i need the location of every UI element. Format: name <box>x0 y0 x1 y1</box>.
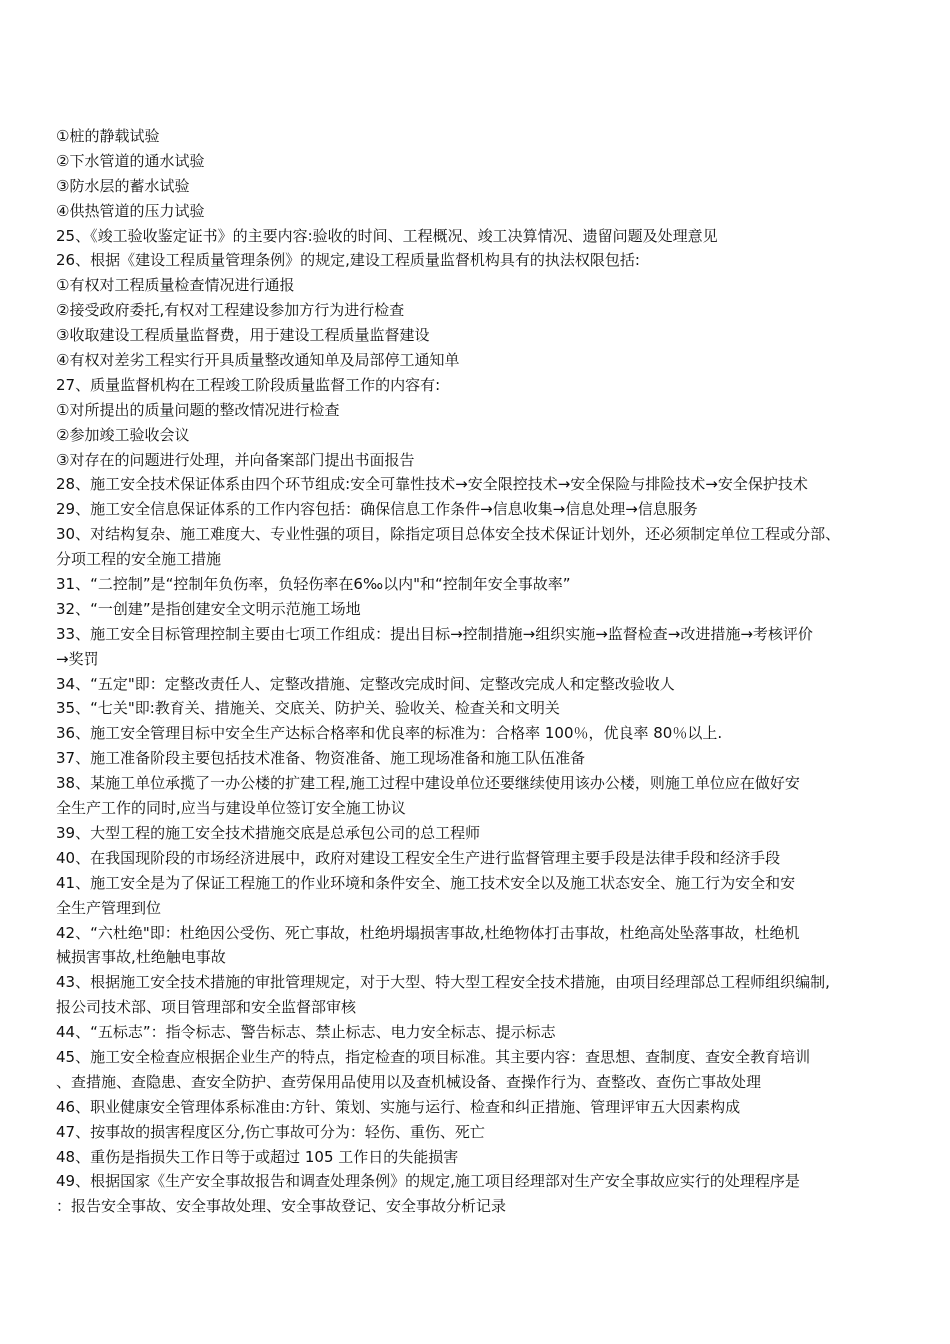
text-line: 41、施工安全是为了保证工程施工的作业环境和条件安全、施工技术安全以及施工状态安全、施工行为安全和安 <box>56 873 796 892</box>
text-line: 31、“二控制”是“控制年负伤率，负轻伤率在6‰以内"和“控制年安全事故率” <box>56 575 571 594</box>
text-line: 械损害事故,杜绝触电事故 <box>56 948 226 967</box>
text-line: ①桩的静载试验 <box>56 127 160 145</box>
text-line: ④有权对差劣工程实行开具质量整改通知单及局部停工通知单 <box>56 351 460 370</box>
text-line: 45、施工安全检查应根据企业生产的特点，指定检查的项目标准。其主要内容：查思想、查制度、查安全教育培训 <box>56 1047 811 1066</box>
text-line: 47、按事故的损害程度区分,伤亡事故可分为：轻伤、重伤、死亡 <box>56 1122 485 1141</box>
text-line: 39、大型工程的施工安全技术措施交底是总承包公司的总工程师 <box>56 823 481 842</box>
text-line: 29、施工安全信息保证体系的工作内容包括：确保信息工作条件→信息收集→信息处理→信息服务 <box>56 500 698 519</box>
text-line: 报公司技术部、项目管理部和安全监督部审核 <box>56 998 357 1017</box>
text-line: 32、“一创建”是指创建安全文明示范施工场地 <box>56 599 361 618</box>
text-line: 26、根据《建设工程质量管理条例》的规定,建设工程质量监督机构具有的执法权限包括: <box>56 251 640 270</box>
text-line: ：报告安全事故、安全事故处理、安全事故登记、安全事故分析记录 <box>56 1197 507 1216</box>
text-line: 37、施工准备阶段主要包括技术准备、物资准备、施工现场准备和施工队伍准备 <box>56 749 586 768</box>
text-line: 38、某施工单位承揽了一办公楼的扩建工程,施工过程中建设单位还要继续使用该办公楼，则施工单位应在做好安 <box>56 774 800 793</box>
text-line: 33、施工安全目标管理控制主要由七项工作组成：提出目标→控制措施→组织实施→监督检查→改进措施→考核评价 <box>56 624 813 643</box>
text-line: 25、《竣工验收鉴定证书》的主要内容:验收的时间、工程概况、竣工决算情况、遗留问题及处理意见 <box>56 226 718 245</box>
text-line: 27、质量监督机构在工程竣工阶段质量监督工作的内容有: <box>56 375 441 394</box>
text-line: 、查措施、查隐患、查安全防护、查劳保用品使用以及查机械设备、查操作行为、查整改、查伤亡事故处理 <box>56 1072 762 1091</box>
text-line: ④供热管道的压力试验 <box>56 201 205 220</box>
text-line: 全生产工作的同时,应当与建设单位签订安全施工协议 <box>56 799 406 818</box>
text-line: →奖罚 <box>56 649 99 668</box>
text-line: ②接受政府委托,有权对工程建设参加方行为进行检查 <box>56 301 405 320</box>
text-line: 28、施工安全技术保证体系由四个环节组成:安全可靠性技术→安全限控技术→安全保险与排险技术→安全保护技术 <box>56 475 808 494</box>
text-line: 35、“七关"即:教育关、措施关、交底关、防护关、验收关、检查关和文明关 <box>56 699 560 718</box>
text-line: ③收取建设工程质量监督费，用于建设工程质量监督建设 <box>56 326 430 345</box>
text-line: ③对存在的问题进行处理，并向备案部门提出书面报告 <box>56 450 415 469</box>
text-line: 43、根据施工安全技术措施的审批管理规定，对于大型、特大型工程安全技术措施，由项目经理部总工程师组织编制, <box>56 973 830 992</box>
text-line: 34、“五定"即：定整改责任人、定整改措施、定整改完成时间、定整改完成人和定整改验收人 <box>56 674 675 693</box>
text-line: 30、对结构复杂、施工难度大、专业性强的项目，除指定项目总体安全技术保证计划外，还必须制定单位工程或分部、 <box>56 525 841 544</box>
text-line: 49、根据国家《生产安全事故报告和调查处理条例》的规定,施工项目经理部对生产安全事故应实行的处理程序是 <box>56 1172 800 1191</box>
text-line: 40、在我国现阶段的市场经济进展中，政府对建设工程安全生产进行监督管理主要手段是法律手段和经济手段 <box>56 848 781 867</box>
text-line: ②参加竣工验收会议 <box>56 425 190 444</box>
text-line: 48、重伤是指损失工作日等于或超过 105 工作日的失能损害 <box>56 1147 459 1166</box>
text-line: ①对所提出的质量问题的整改情况进行检查 <box>56 400 340 419</box>
document-body <box>56 124 926 1219</box>
text-line: 42、“六杜绝"即：杜绝因公受伤、死亡事故，杜绝坍塌损害事故,杜绝物体打击事故，杜绝高处坠落事故，杜绝机 <box>56 923 800 942</box>
text-line: ③防水层的蓄水试验 <box>56 176 190 195</box>
text-line: ②下水管道的通水试验 <box>56 151 205 170</box>
text-line: 36、施工安全管理目标中安全生产达标合格率和优良率的标准为：合格率 100％，优良率 80％以上. <box>56 724 723 743</box>
text-line: 46、职业健康安全管理体系标准由:方针、策划、实施与运行、检查和纠正措施、管理评审五大因素构成 <box>56 1097 741 1116</box>
text-line: 44、“五标志”：指令标志、警告标志、禁止标志、电力安全标志、提示标志 <box>56 1023 556 1042</box>
text-line: 全生产管理到位 <box>56 898 162 917</box>
text-line: ①有权对工程质量检查情况进行通报 <box>56 276 295 295</box>
text-line: 分项工程的安全施工措施 <box>56 550 222 569</box>
